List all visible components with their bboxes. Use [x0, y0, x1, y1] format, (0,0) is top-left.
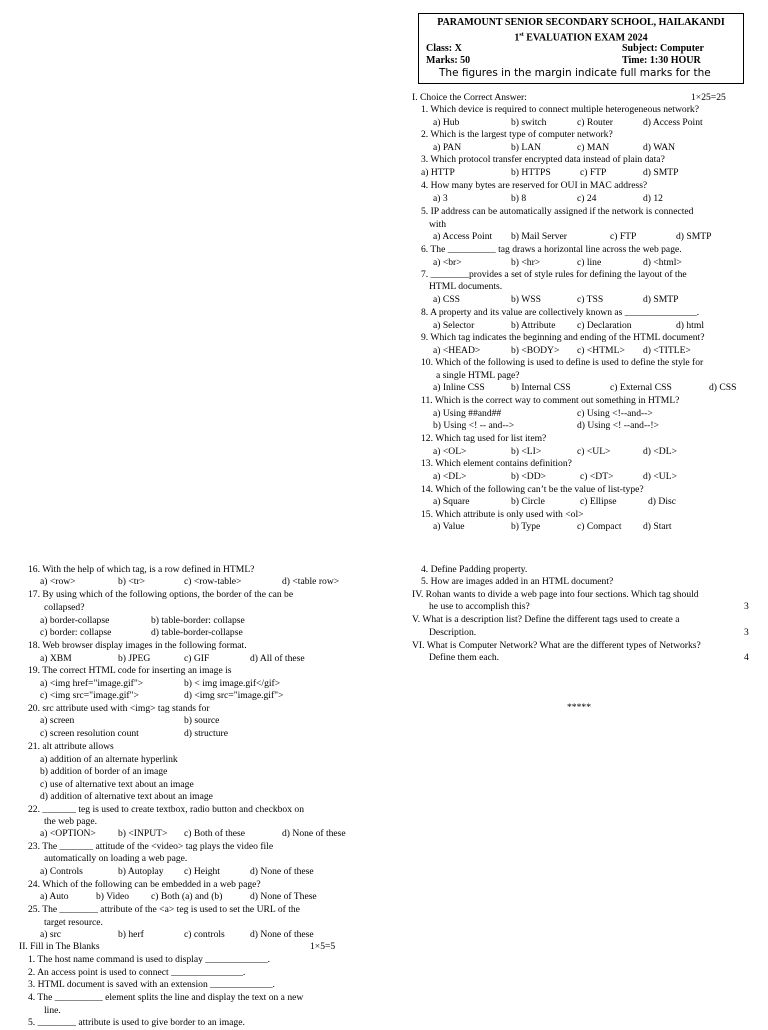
q3-option-d: d) SMTP	[643, 167, 679, 178]
subject-label: Subject: Computer	[622, 43, 704, 54]
q18-option-d: d) All of these	[250, 653, 305, 664]
question-14: 14. Which of the following can’t be the value of list-type?	[421, 484, 644, 495]
q14-option-b: b) Circle	[511, 496, 545, 507]
question-22: 22. _______ teg is used to create textbox, radio button and checkbox on	[28, 804, 305, 815]
q10-option-a: a) Inline CSS	[433, 382, 485, 393]
q22-option-a: a) <OPTION>	[40, 828, 96, 839]
q10-option-d: d) CSS	[709, 382, 737, 393]
question-v: V. What is a description list? Define the different tags used to create a	[412, 614, 680, 625]
question-3: 3. Which protocol transfer encrypted data instead of plain data?	[421, 154, 665, 165]
q13-option-c: c) <DT>	[580, 471, 614, 482]
q2-option-a: a) PAN	[433, 142, 462, 153]
q12-option-a: a) <OL>	[433, 446, 467, 457]
q9-option-c: c) <HTML>	[577, 345, 625, 356]
q5-option-d: d) SMTP	[676, 231, 712, 242]
q16-option-d: d) <table row>	[282, 576, 340, 587]
question-iv-marks: 3	[744, 601, 749, 612]
question-22-cont: the web page.	[44, 816, 98, 827]
q4-option-d: d) 12	[643, 193, 663, 204]
question-13: 13. Which element contains definition?	[421, 458, 572, 469]
q23-option-c: c) Height	[184, 866, 220, 877]
q8-option-a: a) Selector	[433, 320, 475, 331]
q2-option-c: c) MAN	[577, 142, 610, 153]
question-18: 18. Web browser display images in the following format.	[28, 640, 247, 651]
q17-option-b: b) table-border: collapse	[151, 615, 245, 626]
q17-option-a: a) border-collapse	[40, 615, 110, 626]
q20-option-d: d) structure	[184, 728, 228, 739]
q13-option-a: a) <DL>	[433, 471, 467, 482]
question-25-cont: target resource.	[44, 917, 103, 928]
q21-option-b: b) addition of border of an image	[40, 766, 168, 777]
question-vi: VI. What is Computer Network? What are the different types of Networks?	[412, 640, 701, 651]
q13-option-b: b) <DD>	[511, 471, 547, 482]
q1-option-b: b) switch	[511, 117, 547, 128]
q20-option-a: a) screen	[40, 715, 75, 726]
question-17: 17. By using which of the following options, the border of the can be	[28, 589, 294, 600]
q11-option-a: a) Using ##and##	[433, 408, 502, 419]
q22-option-d: d) None of these	[282, 828, 346, 839]
question-10: 10. Which of the following is used to define is used to define the style for	[421, 357, 704, 368]
question-5: 5. IP address can be automatically assigned if the network is connected	[421, 206, 694, 217]
q19-option-c: c) <img src="image.gif">	[40, 690, 139, 701]
question-21: 21. alt attribute allows	[28, 741, 114, 752]
question-iv-cont: he use to accomplish this?	[429, 601, 530, 612]
q18-option-c: c) GIF	[184, 653, 210, 664]
question-23: 23. The _______ attitude of the <video> tag plays the video file	[28, 841, 274, 852]
q25-option-d: d) None of these	[250, 929, 314, 940]
q6-option-d: d) <html>	[643, 257, 682, 268]
section2-marks: 1×5=5	[310, 941, 336, 952]
q3-option-c: c) FTP	[580, 167, 607, 178]
class-label: Class: X	[426, 43, 462, 54]
q21-option-c: c) use of alternative text about an image	[40, 779, 194, 790]
q5-option-b: b) Mail Server	[511, 231, 567, 242]
fill-blank-2: 2. An access point is used to connect _______________.	[28, 967, 246, 978]
question-23-cont: automatically on loading a web page.	[44, 853, 188, 864]
q18-option-b: b) JPEG	[118, 653, 151, 664]
q14-option-d: d) Disc	[648, 496, 676, 507]
q11-option-c: c) Using <!--and-->	[577, 408, 653, 419]
q2-option-d: d) WAN	[643, 142, 676, 153]
q6-option-b: b) <hr>	[511, 257, 541, 268]
question-10-cont: a single HTML page?	[436, 370, 520, 381]
q19-option-a: a) <img href="image.gif">	[40, 678, 144, 689]
question-iii-5: 5. How are images added in an HTML document?	[421, 576, 614, 587]
q16-option-b: b) <tr>	[118, 576, 146, 587]
q6-option-c: c) line	[577, 257, 602, 268]
q16-option-a: a) <row>	[40, 576, 76, 587]
q4-option-b: b) 8	[511, 193, 527, 204]
q9-option-a: a) <HEAD>	[433, 345, 481, 356]
q9-option-d: d) <TITLE>	[643, 345, 691, 356]
q7-option-a: a) CSS	[433, 294, 460, 305]
q3-option-a: a) HTTP	[421, 167, 455, 178]
question-16: 16. With the help of which tag, is a row defined in HTML?	[28, 564, 255, 575]
question-7: 7. ________provides a set of style rules for defining the layout of the	[421, 269, 687, 280]
q7-option-b: b) WSS	[511, 294, 541, 305]
q12-option-c: c) <UL>	[577, 446, 611, 457]
question-7-cont: HTML documents.	[429, 281, 503, 292]
q1-option-a: a) Hub	[433, 117, 460, 128]
q5-option-a: a) Access Point	[433, 231, 493, 242]
question-6: 6. The __________ tag draws a horizontal line across the web page.	[421, 244, 682, 255]
q9-option-b: b) <BODY>	[511, 345, 560, 356]
q25-option-a: a) src	[40, 929, 62, 940]
q15-option-a: a) Value	[433, 521, 465, 532]
fill-blank-1: 1. The host name command is used to display _____________.	[28, 954, 271, 965]
q24-option-a: a) Auto	[40, 891, 69, 902]
question-11: 11. Which is the correct way to comment out something in HTML?	[421, 395, 680, 406]
q25-option-b: b) herf	[118, 929, 144, 940]
question-1: 1. Which device is required to connect multiple heterogeneous network?	[421, 104, 699, 115]
question-5-cont: with	[429, 219, 447, 230]
q4-option-c: c) 24	[577, 193, 597, 204]
q23-option-a: a) Controls	[40, 866, 83, 877]
q14-option-a: a) Square	[433, 496, 470, 507]
section1-heading: I. Choice the Correct Answer:	[412, 92, 527, 103]
fill-blank-4: 4. The __________ element splits the line and display the text on a new	[28, 992, 304, 1003]
q2-option-b: b) LAN	[511, 142, 542, 153]
q24-option-d: d) None of These	[250, 891, 317, 902]
q14-option-c: c) Ellipse	[580, 496, 617, 507]
q11-option-d: d) Using <! --and--!>	[577, 420, 659, 431]
section2-heading: II. Fill in The Blanks	[19, 941, 100, 952]
q23-option-d: d) None of these	[250, 866, 314, 877]
time-label: Time: 1:30 HOUR	[622, 55, 701, 66]
q8-option-d: d) html	[676, 320, 704, 331]
question-4: 4. How many bytes are reserved for OUI in MAC address?	[421, 180, 648, 191]
q7-option-d: d) SMTP	[643, 294, 679, 305]
fill-blank-5: 5. ________ attribute is used to give border to an image.	[28, 1017, 245, 1028]
exam-title-sup: st	[519, 32, 524, 38]
question-15: 15. Which attribute is only used with <ol>	[421, 509, 584, 520]
question-20: 20. src attribute used with <img> tag stands for	[28, 703, 210, 714]
question-25: 25. The ________ attribute of the <a> teg is used to set the URL of the	[28, 904, 300, 915]
q18-option-a: a) XBM	[40, 653, 72, 664]
q5-option-c: c) FTP	[610, 231, 637, 242]
q15-option-c: c) Compact	[577, 521, 622, 532]
q10-option-b: b) Internal CSS	[511, 382, 571, 393]
q4-option-a: a) 3	[433, 193, 448, 204]
question-24: 24. Which of the following can be embedded in a web page?	[28, 879, 261, 890]
question-vi-cont: Define them each.	[429, 652, 500, 663]
end-marker: *****	[567, 702, 591, 713]
fill-blank-4-cont: line.	[44, 1005, 61, 1016]
q7-option-c: c) TSS	[577, 294, 604, 305]
question-v-marks: 3	[744, 627, 749, 638]
q12-option-b: b) <LI>	[511, 446, 542, 457]
q21-option-a: a) addition of an alternate hyperlink	[40, 754, 178, 765]
question-2: 2. Which is the largest type of computer network?	[421, 129, 613, 140]
q17-option-d: d) table-border-collapse	[151, 627, 243, 638]
exam-title-number: 1	[514, 32, 520, 44]
question-v-cont: Description.	[429, 627, 477, 638]
q3-option-b: b) HTTPS	[511, 167, 551, 178]
exam-header	[418, 13, 744, 84]
q24-option-b: b) Video	[96, 891, 130, 902]
q20-option-b: b) source	[184, 715, 220, 726]
fill-blank-3: 3. HTML document is saved with an extension _____________.	[28, 979, 275, 990]
question-iii-4: 4. Define Padding property.	[421, 564, 528, 575]
q19-option-d: d) <img src="image.gif">	[184, 690, 284, 701]
q13-option-d: d) <UL>	[643, 471, 677, 482]
question-19: 19. The correct HTML code for inserting an image is	[28, 665, 232, 676]
q16-option-c: c) <row-table>	[184, 576, 242, 587]
question-iv: IV. Rohan wants to divide a web page into four sections. Which tag should	[412, 589, 699, 600]
q17-option-c: c) border: collapse	[40, 627, 112, 638]
q24-option-c: c) Both (a) and (b)	[151, 891, 223, 902]
q15-option-b: b) Type	[511, 521, 541, 532]
q22-option-c: c) Both of these	[184, 828, 246, 839]
q1-option-d: d) Access Point	[643, 117, 703, 128]
q25-option-c: c) controls	[184, 929, 225, 940]
q8-option-c: c) Declaration	[577, 320, 632, 331]
q11-option-b: b) Using <! -- and-->	[433, 420, 515, 431]
question-12: 12. Which tag used for list item?	[421, 433, 547, 444]
section1-marks: 1×25=25	[691, 92, 726, 103]
q6-option-a: a) <br>	[433, 257, 462, 268]
q15-option-d: d) Start	[643, 521, 672, 532]
q10-option-c: c) External CSS	[610, 382, 672, 393]
question-17-cont: collapsed?	[44, 602, 85, 613]
q21-option-d: d) addition of alternative text about an image	[40, 791, 213, 802]
exam-title-text: EVALUATION EXAM 2024	[523, 32, 648, 44]
q19-option-b: b) < img image.gif</gif>	[184, 678, 281, 689]
q20-option-c: c) screen resolution count	[40, 728, 139, 739]
q23-option-b: b) Autoplay	[118, 866, 164, 877]
question-vi-marks: 4	[744, 652, 749, 663]
marks-label: Marks: 50	[426, 55, 471, 66]
marks-note: The figures in the margin indicate full marks for the	[439, 67, 711, 79]
school-name: PARAMOUNT SENIOR SECONDARY SCHOOL, HAILAKANDI	[437, 17, 725, 28]
q12-option-d: d) <DL>	[643, 446, 677, 457]
q8-option-b: b) Attribute	[511, 320, 556, 331]
question-8: 8. A property and its value are collectively known as _______________.	[421, 307, 700, 318]
question-9: 9. Which tag indicates the beginning and ending of the HTML document?	[421, 332, 705, 343]
q1-option-c: c) Router	[577, 117, 613, 128]
q22-option-b: b) <INPUT>	[118, 828, 168, 839]
